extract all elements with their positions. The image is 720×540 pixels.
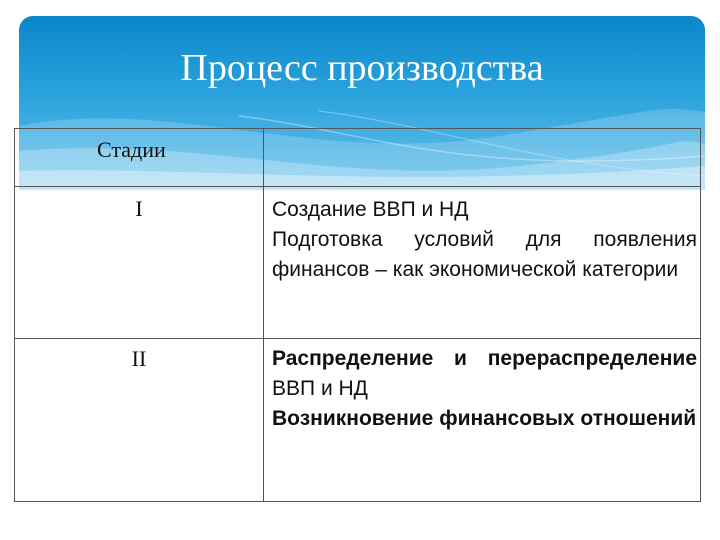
stage-description	[264, 187, 700, 285]
stage-description	[264, 339, 700, 434]
stage-cell	[15, 187, 264, 338]
description-line	[272, 344, 697, 404]
table-row	[15, 338, 701, 501]
description-line: Возникновение финансовых отношений	[272, 406, 697, 430]
table-header-row	[15, 129, 701, 187]
header-cell-stages	[15, 129, 264, 187]
stages-table	[14, 128, 701, 502]
description-cell	[264, 338, 701, 501]
header-label-stages: Стадии	[97, 137, 166, 162]
table-row	[15, 187, 701, 338]
description-line: Создание ВВП и НД	[272, 198, 469, 222]
description-bold-text: Распределение и перераспределение	[272, 346, 697, 370]
slide-title: Процесс производства	[180, 47, 544, 89]
description-normal-text: ВВП и НД	[272, 376, 368, 400]
stage-cell	[15, 338, 264, 501]
header-cell-description	[264, 129, 701, 187]
description-line: Подготовка условий для появления финансов – как экономической категории	[272, 228, 697, 282]
stage-number: II	[131, 345, 147, 371]
description-cell	[264, 187, 701, 338]
stage-number: I	[135, 196, 143, 222]
